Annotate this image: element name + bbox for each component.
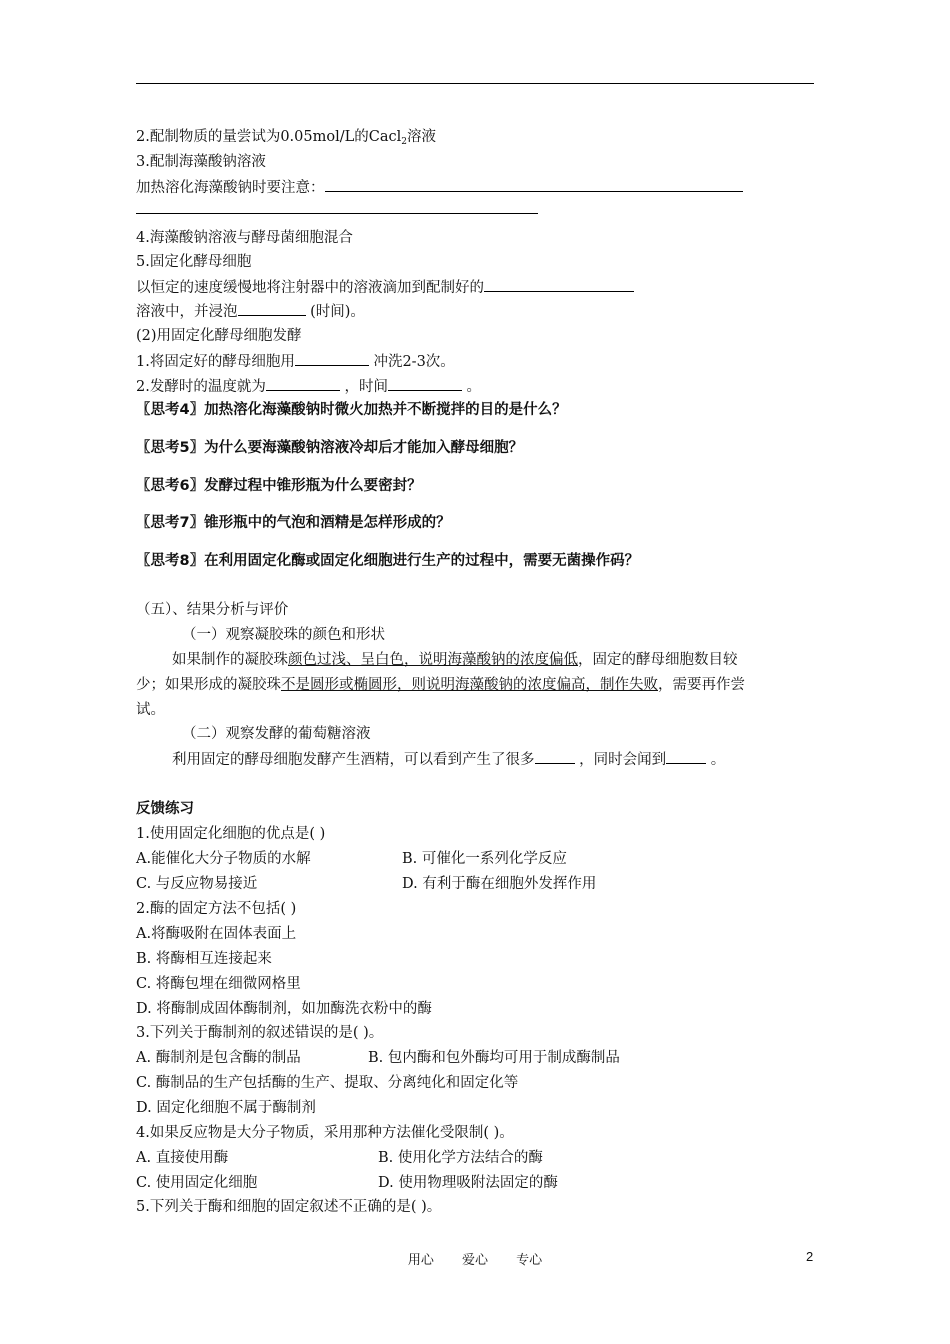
ferment-heading: (2)用固定化酵母细胞发酵 [136, 328, 302, 344]
ferment-temp: 2.发酵时的温度就为 ，时间 。 [136, 376, 481, 397]
question-5: 5.下列关于酶和细胞的固定叙述不正确的是( )。 [136, 1199, 442, 1215]
prep-step-5: 5.固定化酵母细胞 [136, 254, 252, 270]
question-3: 3.下列关于酶制剂的叙述错误的是( )。 [136, 1025, 384, 1041]
feedback-heading: 反馈练习 [136, 801, 194, 817]
header-rule [136, 83, 814, 84]
option-3d: D. 固定化细胞不属于酶制剂 [136, 1100, 316, 1116]
option-3b: B. 包内酶和包外酶均可用于制成酶制品 [368, 1050, 620, 1066]
result-subheading-2: （二）观察发酵的葡萄糖溶液 [182, 726, 371, 742]
option-3c: C. 酶制品的生产包括酶的生产、提取、分离纯化和固定化等 [136, 1075, 519, 1091]
option-4c: C. 使用固定化细胞 [136, 1175, 258, 1191]
heat-note: 加热溶化海藻酸钠时要注意： [136, 177, 743, 198]
option-2a: A.将酶吸附在固体表面上 [136, 926, 297, 942]
option-1c: C. 与反应物易接近 [136, 876, 258, 892]
drip-instruction: 以恒定的速度缓慢地将注射器中的溶液滴加到配制好的 [136, 277, 634, 298]
heat-note-continuation [136, 199, 538, 220]
soak-instruction: 溶液中，并浸泡 (时间)。 [136, 301, 365, 322]
option-4b: B. 使用化学方法结合的酶 [378, 1150, 543, 1166]
result-paragraph-line-1: 如果制作的凝胶珠颜色过浅、呈白色，说明海藻酸钠的浓度偏低，固定的酵母细胞数目较 [172, 652, 738, 668]
answer-blank[interactable] [484, 277, 634, 292]
option-2d: D. 将酶制成固体酶制剂，如加酶洗衣粉中的酶 [136, 1001, 432, 1017]
option-4d: D. 使用物理吸附法固定的酶 [378, 1175, 558, 1191]
ferment-wash: 1.将固定好的酵母细胞用 冲洗2-3次。 [136, 351, 455, 372]
answer-blank[interactable] [136, 199, 538, 214]
result-heading: （五）、结果分析与评价 [136, 602, 289, 618]
answer-blank[interactable] [666, 749, 706, 764]
prep-step-3: 3.配制海藻酸钠溶液 [136, 154, 266, 170]
think-question: 〖思考8〗在利用固定化酶或固定化细胞进行生产的过程中，需要无菌操作码？ [136, 553, 640, 569]
think-question: 〖思考6〗发酵过程中锥形瓶为什么要密封？ [136, 478, 422, 494]
footer-word: 爱心 [461, 1253, 488, 1268]
answer-blank[interactable] [325, 177, 743, 192]
option-4a: A. 直接使用酶 [136, 1150, 229, 1166]
answer-blank[interactable] [295, 351, 369, 366]
result-paragraph-line-3: 试。 [136, 702, 165, 718]
page-number: 2 [806, 1249, 814, 1264]
footer-word: 用心 [407, 1253, 434, 1268]
option-2b: B. 将酶相互连接起来 [136, 951, 272, 967]
answer-blank[interactable] [238, 301, 306, 316]
question-1: 1.使用固定化细胞的优点是( ) [136, 826, 326, 842]
answer-blank[interactable] [535, 749, 575, 764]
option-1a: A.能催化大分子物质的水解 [136, 851, 311, 867]
option-2c: C. 将酶包埋在细微网格里 [136, 976, 301, 992]
option-1b: B. 可催化一系列化学反应 [402, 851, 567, 867]
question-4: 4.如果反应物是大分子物质，采用那种方法催化受限制( )。 [136, 1125, 514, 1141]
prep-step-2: 2.配制物质的量尝试为0.05mol/L的Cacl$_2$溶液 [136, 129, 436, 147]
prep-step-4: 4.海藻酸钠溶液与酵母菌细胞混合 [136, 230, 353, 246]
observation-line: 利用固定的酵母细胞发酵产生酒精，可以看到产生了很多 ，同时会闻到 。 [172, 749, 725, 770]
answer-blank[interactable] [388, 376, 462, 391]
footer-word: 专心 [516, 1253, 543, 1268]
question-2: 2.酶的固定方法不包括( ) [136, 901, 297, 917]
think-question: 〖思考4〗加热溶化海藻酸钠时微火加热并不断搅拌的目的是什么？ [136, 402, 567, 418]
answer-blank[interactable] [266, 376, 340, 391]
think-question: 〖思考7〗锥形瓶中的气泡和酒精是怎样形成的？ [136, 515, 451, 531]
result-paragraph-line-2: 少；如果形成的凝胶珠不是圆形或椭圆形，则说明海藻酸钠的浓度偏高，制作失败，需要再作尝 [136, 677, 745, 693]
think-question: 〖思考5〗为什么要海藻酸钠溶液冷却后才能加入酵母细胞？ [136, 440, 524, 456]
option-3a: A. 酶制剂是包含酶的制品 [136, 1050, 301, 1066]
option-1d: D. 有利于酶在细胞外发挥作用 [402, 876, 597, 892]
result-subheading-1: （一）观察凝胶珠的颜色和形状 [182, 627, 385, 643]
